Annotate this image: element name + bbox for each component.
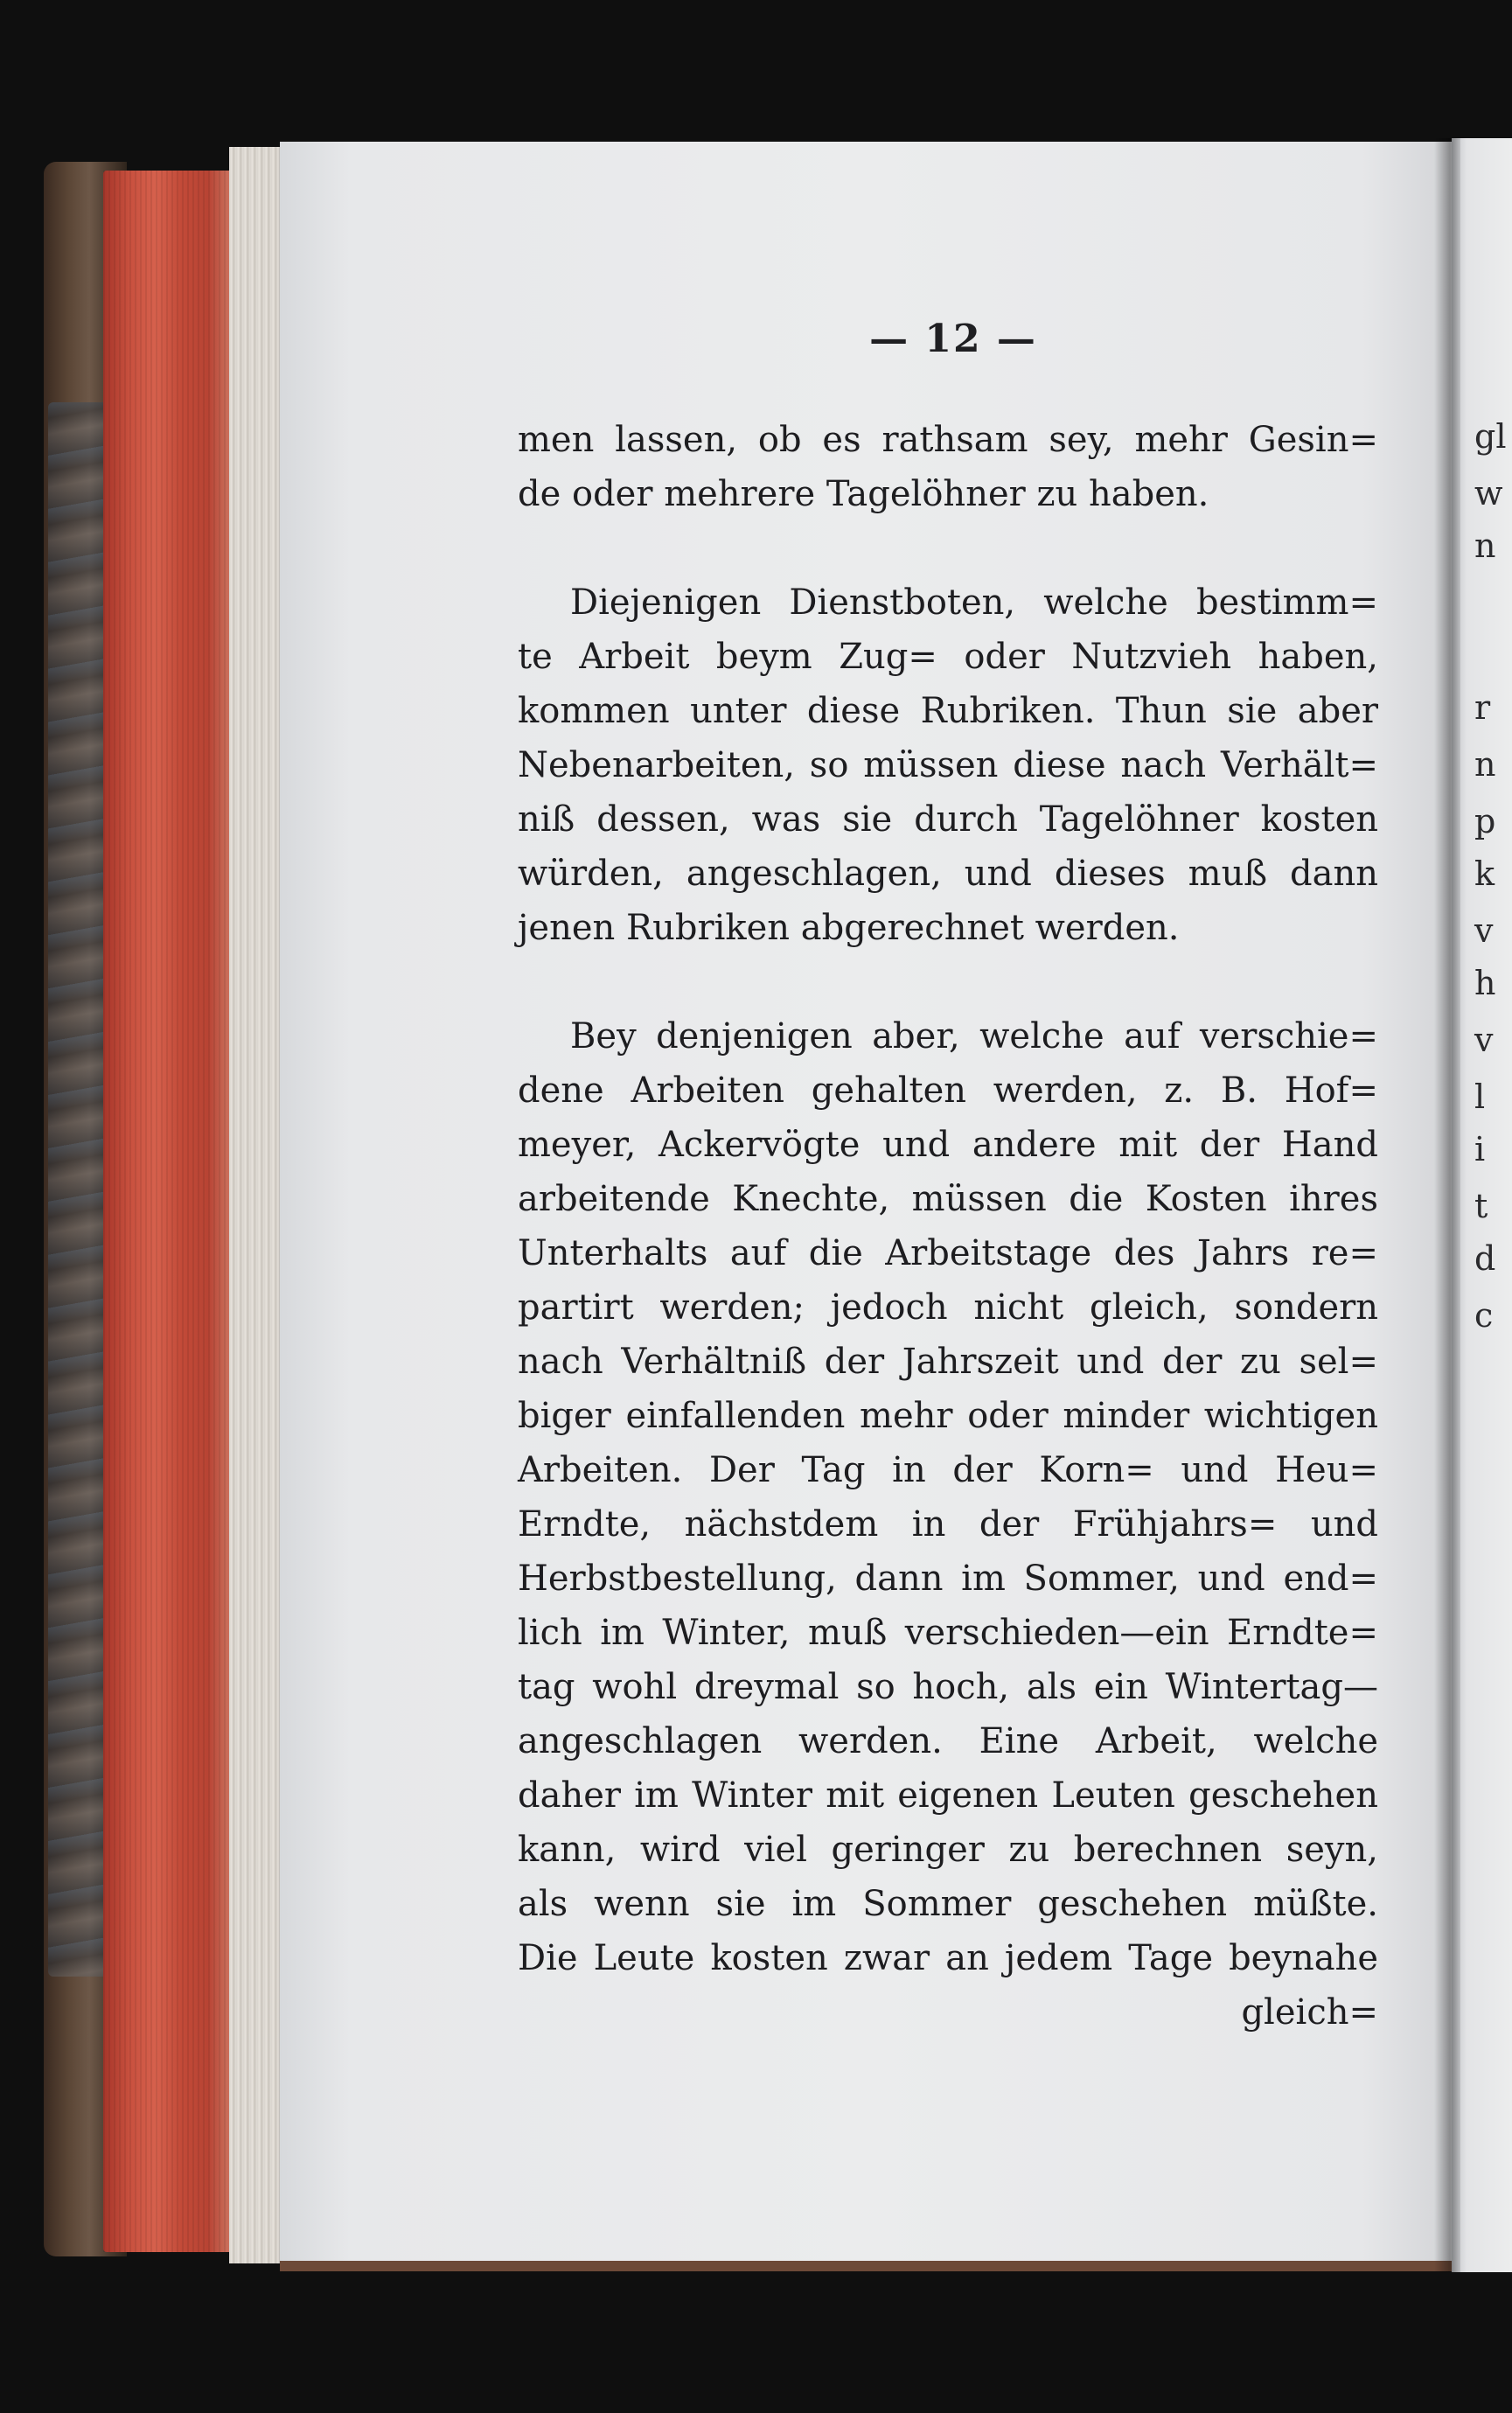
next-page-fragment: d (1474, 1239, 1496, 1278)
text-line: Herbstbestellung, dann im Sommer, und end= (518, 1559, 1378, 1599)
text-line: arbeitende Knechte, müssen die Kosten ihres (518, 1179, 1378, 1219)
text-line: biger einfallenden mehr oder minder wichtigen (518, 1396, 1378, 1436)
text-line: Erndte, nächstdem in der Frühjahrs= und (518, 1504, 1378, 1545)
body-text (518, 413, 1378, 2040)
text-line: würden, angeschlagen, und dieses muß dann (518, 854, 1378, 894)
page-bottom-edge (280, 2261, 1456, 2271)
catchword: gleich= (1241, 1992, 1378, 2033)
text-line: dene Arbeiten gehalten werden, z. B. Hof= (518, 1071, 1378, 1111)
text-line: te Arbeit beym Zug= oder Nutzvieh haben, (518, 637, 1378, 677)
text-line: Unterhalts auf die Arbeitstage des Jahrs re= (518, 1233, 1378, 1273)
text-line: als wenn sie im Sommer geschehen müßte. (518, 1884, 1378, 1924)
next-page-fragment: i (1474, 1130, 1486, 1168)
next-page-fragment: k (1474, 854, 1495, 893)
paragraph-gap (518, 955, 1378, 1009)
next-page-fragment: gl (1474, 417, 1507, 456)
text-line: men lassen, ob es rathsam sey, mehr Gesin= (518, 420, 1378, 460)
red-page-edges (103, 171, 234, 2252)
text-line: meyer, Ackervögte und andere mit der Hand (518, 1125, 1378, 1165)
text-line: Bey denjenigen aber, welche auf verschie= (570, 1016, 1378, 1057)
text-line: Die Leute kosten zwar an jedem Tage beynahe (518, 1938, 1378, 1978)
text-line: de oder mehrere Tagelöhner zu haben. (518, 474, 1209, 514)
text-line: tag wohl dreymal so hoch, als ein Wintertag— (518, 1667, 1378, 1707)
next-page-fragment: c (1474, 1296, 1494, 1335)
marbled-cover (48, 402, 109, 1977)
text-line: nach Verhältniß der Jahrszeit und der zu sel= (518, 1342, 1378, 1382)
page-number: — 12 — (869, 317, 1037, 361)
text-line: lich im Winter, muß verschieden—ein Erndte= (518, 1613, 1378, 1653)
paragraph-gap (518, 521, 1378, 575)
next-page-fragment: p (1474, 802, 1496, 840)
next-page-fragment: n (1474, 527, 1496, 565)
text-line: Nebenarbeiten, so müssen diese nach Verhält= (518, 745, 1378, 785)
text-line: Arbeiten. Der Tag in der Korn= und Heu= (518, 1450, 1378, 1490)
text-line: partirt werden; jedoch nicht gleich, sondern (518, 1287, 1378, 1328)
text-line: Diejenigen Dienstboten, welche bestimm= (570, 582, 1378, 623)
text-line: niß dessen, was sie durch Tagelöhner kosten (518, 799, 1378, 840)
next-page-fragment: l (1474, 1077, 1486, 1116)
text-line: angeschlagen werden. Eine Arbeit, welche (518, 1721, 1378, 1761)
text-line: daher im Winter mit eigenen Leuten geschehen (518, 1775, 1378, 1816)
text-line: kommen unter diese Rubriken. Thun sie aber (518, 691, 1378, 731)
next-page-fragment: w (1474, 474, 1503, 513)
text-line: kann, wird viel geringer zu berechnen seyn, (518, 1830, 1378, 1870)
text-line: jenen Rubriken abgerechnet werden. (518, 908, 1180, 948)
next-page-fragment: v (1474, 911, 1494, 950)
next-page-fragment: v (1474, 1021, 1494, 1059)
next-page-fragment: n (1474, 745, 1496, 784)
next-page-fragment: r (1474, 688, 1491, 727)
next-page-fragment: t (1474, 1187, 1488, 1225)
page-stack-edges (229, 147, 282, 2263)
book-gutter (1434, 138, 1460, 2272)
next-page-fragment: h (1474, 964, 1496, 1002)
